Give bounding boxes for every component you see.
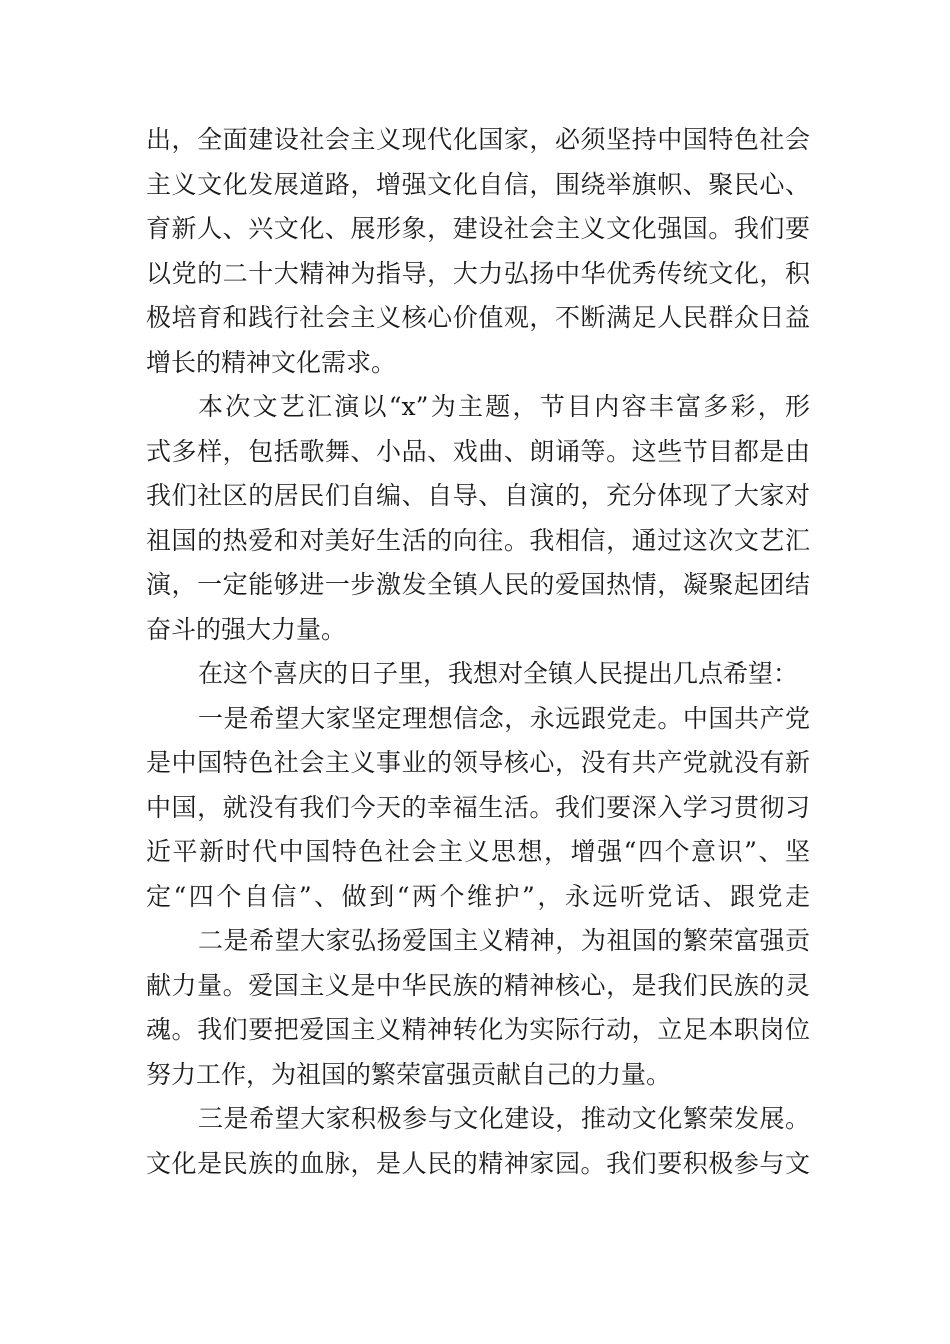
text-line: 我们社区的居民们自编、自导、自演的，充分体现了大家对 [146,481,810,510]
text-line: 努力工作，为祖国的繁荣富强贡献自己的力量。 [146,1059,672,1089]
text-line: 式多样，包括歌舞、小品、戏曲、朗诵等。这些节目都是由 [146,436,810,466]
text-line: 演，一定能够进一步激发全镇人民的爱国热情，凝聚起团结 [146,570,810,599]
text-line: 增长的精神文化需求。 [146,347,397,377]
text-line: 文化是民族的血脉，是人民的精神家园。我们要积极参与文 [146,1148,810,1178]
text-line: 在这个喜庆的日子里，我想对全镇人民提出几点希望： [198,659,799,688]
text-line: 近平新时代中国特色社会主义思想，增强“四个意识”、坚 [146,837,810,866]
text-line: 祖国的热爱和对美好生活的向往。我相信，通过这次文艺汇 [146,525,810,555]
text-line: 极培育和践行社会主义核心价值观，不断满足人民群众日益 [146,303,810,332]
text-line: 定“四个自信”、做到“两个维护”，永远听党话、跟党走 [146,881,810,911]
text-line: 献力量。爱国主义是中华民族的精神核心，是我们民族的灵 [146,970,810,1000]
text-line: 二是希望大家弘扬爱国主义精神，为祖国的繁荣富强贡 [198,926,810,955]
text-line: 三是希望大家积极参与文化建设，推动文化繁荣发展。 [198,1104,810,1133]
text-line: 中国，就没有我们今天的幸福生活。我们要深入学习贯彻习 [146,792,810,822]
text-line: 以党的二十大精神为指导，大力弘扬中华优秀传统文化，积 [146,258,810,288]
body-text [146,118,810,1186]
text-line: 出，全面建设社会主义现代化国家，必须坚持中国特色社会 [146,125,810,154]
text-line: 是中国特色社会主义事业的领导核心，没有共产党就没有新 [146,748,810,777]
text-line: 一是希望大家坚定理想信念，永远跟党走。中国共产党 [198,703,810,733]
text-line: 本次文艺汇演以“x”为主题，节目内容丰富多彩，形 [198,392,810,421]
text-line: 魂。我们要把爱国主义精神转化为实际行动，立足本职岗位 [146,1015,810,1044]
text-line: 主义文化发展道路，增强文化自信，围绕举旗帜、聚民心、 [146,169,810,199]
text-line: 育新人、兴文化、展形象，建设社会主义文化强国。我们要 [146,214,810,243]
text-line: 奋斗的强大力量。 [146,614,347,644]
